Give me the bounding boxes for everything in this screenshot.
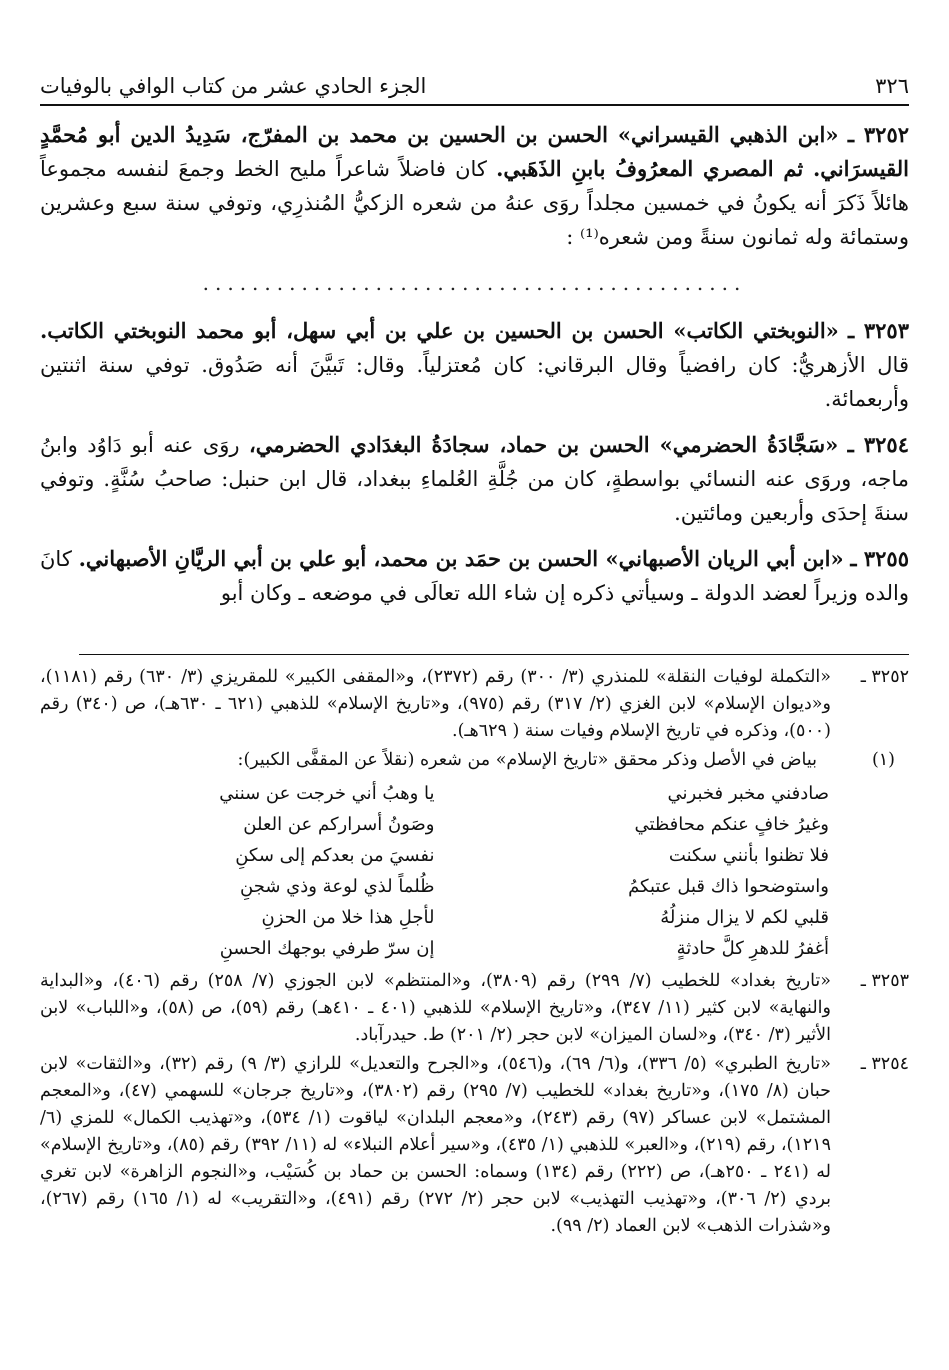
entry-3255 <box>40 542 909 610</box>
footnote-text: «تاريخ بغداد» للخطيب (٧/ ٢٩٩) رقم (٣٨٠٩)، و«المنتظم» لابن الجوزي (٧/ ٢٥٨) رقم (٤٠٦)، و«البداية والنهاية» لابن كثير (١١/ ٣٤٧)، و«تاريخ الإسلام» للذهبي (٤٠١ ـ ٤١٠هـ) رقم (٥٩)، ص (٥٨)، و«اللباب» لابن الأثير (٣/ ٣٤٠)، و«لسان الميزان» لابن حجر (٢/ ٢٠١) ط. حيدرآباد. <box>40 971 831 1045</box>
footnote-label: ٣٢٥٣ ـ <box>860 971 909 991</box>
entry-body: كانَ والده وزيراً لعضد الدولة ـ وسيأتي ذكره إن شاء الله تعالَى في موضعه ـ وكان أبو <box>40 547 909 605</box>
book-page <box>40 0 909 1370</box>
footnote-1 <box>40 747 909 774</box>
verse-second-hemistich: يا وهبُ أني خرجت عن سنني <box>219 783 435 804</box>
entry-head: «سَجَّادَةُ الحضرمي» الحسن بن حماد، سجادَةُ البغدَادي الحضرمي، <box>248 432 839 457</box>
poem-verse <box>40 840 869 871</box>
verse-second-hemistich: لأجلِ هذا خلا من الحزنِ <box>261 907 435 928</box>
entry-number: ٣٢٥٥ ـ <box>850 546 909 571</box>
footnotes <box>40 664 909 1242</box>
poem-verse <box>40 933 869 964</box>
verse-second-hemistich: وصَونُ أسراركم عن العلن <box>243 814 435 835</box>
entry-body: كان فاضلاً شاعراً مليح الخط وجمعَ لنفسه مجموعاً هائلاً ذَكرَ أنه يكونُ في خمسين مجلداً روَى عنهُ من شعره الزكيُّ المُنذرِي، وتوفي سنة سبع وعشرين وستمائة وله ثمانون سنةً ومن شعره⁽¹⁾ : <box>40 157 909 249</box>
footnote-text: «التكملة لوفيات النقلة» للمنذري (٣/ ٣٠٠) رقم (٢٣٧٢)، و«المقفى الكبير» للمقريزي (٣/ ٦٣٠) رقم (١١٨١)، و«ديوان الإسلام» لابن الغزي (٢/ ٣١٧) رقم (٩٧٥)، و«تاريخ الإسلام» للذهبي (٦٢١ ـ ٦٣٠هـ)، ص (٣٤٠) رقم (٥٠٠)، وذكره في تاريخ الإسلام وفيات سنة ( ٦٢٩هـ). <box>40 667 831 741</box>
entry-body: روَى عنه أبو دَاوُد وابنُ ماجه، وروَى عنه النسائي بواسطةٍ، كان من جُلَّةِ العُلماءِ ببغداد، قال ابن حنبل: صاحبُ سُنَّةٍ. وتوفي سنةَ إحدَى وأربعين ومائتين. <box>40 433 909 525</box>
footnote-3254 <box>40 1051 909 1240</box>
entry-head: «ابن الذهبي القيسراني» الحسن بن الحسين بن محمد بن المفرّج، سَدِيدُ الدين أبو مُحمَّدٍ القيسرَاني. ثم المصري المعرُوفُ بابنِ الذَهَبي. <box>40 122 909 181</box>
verse-first-hemistich: فلا تظنوا بأنني سكنت <box>668 845 829 866</box>
poem-verse <box>40 778 869 809</box>
running-header <box>40 58 909 98</box>
footnote-label: (١) <box>871 750 895 770</box>
entry-3253 <box>40 314 909 416</box>
footnote-label: ٣٢٥٢ ـ <box>860 667 909 687</box>
verse-first-hemistich: قلبي لكم لا يزال منزلُهُ <box>660 907 829 928</box>
entry-number: ٣٢٥٤ ـ <box>847 432 909 457</box>
verse-second-hemistich: ظُلماً لذي لوعة وذي شجنِ <box>240 876 435 897</box>
entry-3252 <box>40 118 909 254</box>
poem-verse <box>40 809 869 840</box>
poem <box>40 778 909 964</box>
entry-body: قال الأزهريُّ: كان رافضياً وقال البرقاني: كان مُعتزلياً. وقال: تَبيَّنَ أنه صَدُوق. توفي سنة اثنتين وأربعمائة. <box>40 353 909 411</box>
entry-number: ٣٢٥٢ ـ <box>847 122 910 147</box>
poem-verse <box>40 871 869 902</box>
main-text <box>40 118 909 622</box>
entry-number: ٣٢٥٣ ـ <box>847 318 909 343</box>
verse-second-hemistich: نفسيَ من بعدكم إلى سكنِ <box>235 845 435 866</box>
verse-first-hemistich: واستوضحوا ذاك قبل عتبكمُ <box>628 876 829 897</box>
header-rule <box>40 104 909 106</box>
footnote-text: بياض في الأصل وذكر محقق «تاريخ الإسلام» من شعره (نقلاً عن المقفَّى الكبير): <box>237 750 817 770</box>
verse-first-hemistich: صادفني مخبر فخبرني <box>667 783 829 804</box>
omission-dots: ............................................ <box>202 271 747 295</box>
footnote-3252 <box>40 664 909 745</box>
poem-verse <box>40 902 869 933</box>
verse-first-hemistich: أغفرُ للدهرِ كلَّ حادثةٍ <box>676 938 829 959</box>
running-title: الجزء الحادي عشر من كتاب الوافي بالوفيات <box>40 74 427 98</box>
page-number: ٣٢٦ <box>875 74 909 98</box>
entry-head: «ابن أبي الريان الأصبهاني» الحسن بن حمَد بن محمد، أبو علي بن أبي الريَّانِ الأصبهاني. <box>78 546 844 571</box>
footnote-text: «تاريخ الطبري» (٥/ ٣٣٦)، و(٦/ ٦٩)، و(٥٤٦)، و«الجرح والتعديل» للرازي (٣/ ٩) رقم (٣٢)، و«الثقات» لابن حبان (٨/ ١٧٥)، و«تاريخ بغداد» للخطيب (٧/ ٢٩٥) رقم (٣٨٠٢)، و«تاريخ جرجان» للسهمي (٤٧)، و«المعجم المشتمل» لابن عساكر (٩٧) رقم (٢٤٣)، و«معجم البلدان» لياقوت (١/ ٥٣٤)، و«تهذيب الكمال» للمزي (٦/ ١٢١٩)، رقم (٢١٩)، و«العبر» للذهبي (١/ ٤٣٥)، و«سير أعلام النبلاء» له (١١/ ٣٩٢) رقم (٨٥)، و«تاريخ الإسلام» له (٢٤١ ـ ٢٥٠هـ)، ص (٢٢٢) رقم (١٣٤) وسماه: الحسن بن حماد بن كُسَيْب، و«النجوم الزاهرة» لابن تغري بردي (٢/ ٣٠٦)، و«تهذيب التهذيب» لابن حجر (٢/ ٢٧٢) رقم (٤٩١)، و«التقريب» له (١/ ١٦٥) رقم (٢٦٧)، و«شذرات الذهب» لابن العماد (٢/ ٩٩). <box>40 1054 832 1236</box>
entry-head: «النوبختي الكاتب» الحسن بن الحسين بن علي بن أبي سهل، أبو محمد النوبختي الكاتب. <box>40 318 839 343</box>
verse-first-hemistich: وغيرُ خافٍ عنكم محافظتي <box>634 814 829 835</box>
footnote-label: ٣٢٥٤ ـ <box>860 1054 909 1074</box>
footnote-3253 <box>40 968 909 1049</box>
footnote-rule <box>79 654 909 655</box>
entry-3254 <box>40 428 909 530</box>
verse-second-hemistich: إن سرّ طرفي بوجهك الحسنِ <box>219 938 435 959</box>
